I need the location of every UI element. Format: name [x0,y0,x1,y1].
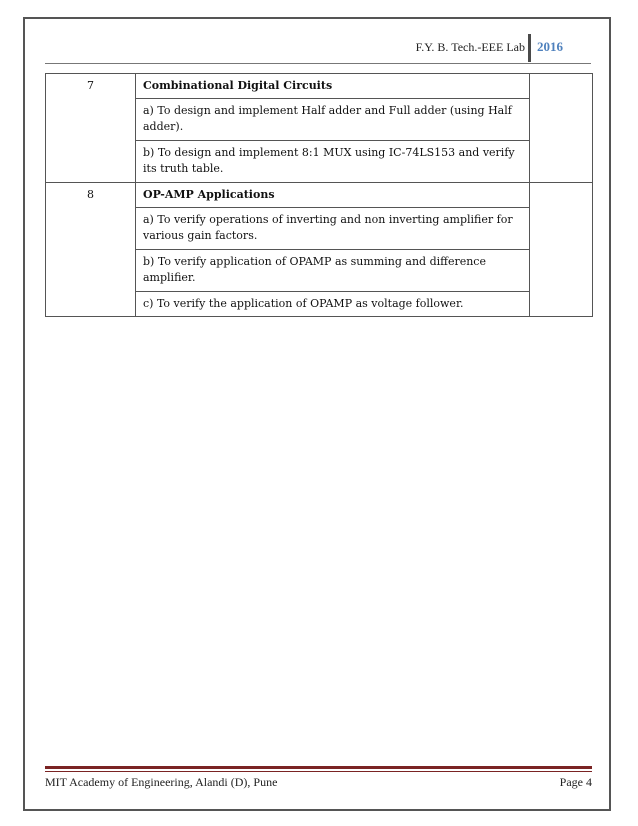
experiment-heading: Combinational Digital Circuits [136,74,530,99]
experiment-item: b) To design and implement 8:1 MUX using IC-74LS153 and verify its truth table. [136,141,530,183]
header-divider [528,34,531,62]
table-row [46,74,593,99]
experiment-item: c) To verify the application of OPAMP as voltage follower. [136,292,530,317]
experiment-table [45,73,593,317]
experiment-heading: OP-AMP Applications [136,183,530,208]
footer-institute: MIT Academy of Engineering, Alandi (D), Pune [45,775,278,789]
experiment-item: a) To design and implement Half adder and Full adder (using Half adder). [136,99,530,141]
table-row [46,183,593,208]
header-rule [45,63,591,64]
experiment-item: a) To verify operations of inverting and non inverting amplifier for various gain factors. [136,208,530,250]
experiment-number: 7 [46,74,136,183]
header-title: F.Y. B. Tech.-EEE Lab [415,40,525,54]
header-year: 2016 [537,39,563,54]
experiment-item: b) To verify application of OPAMP as summing and difference amplifier. [136,250,530,292]
remarks-cell [530,183,593,317]
experiment-number: 8 [46,183,136,317]
footer-rule-thin [45,771,592,772]
footer-page-number: Page 4 [559,775,592,789]
remarks-cell [530,74,593,183]
footer-rule [45,766,592,769]
